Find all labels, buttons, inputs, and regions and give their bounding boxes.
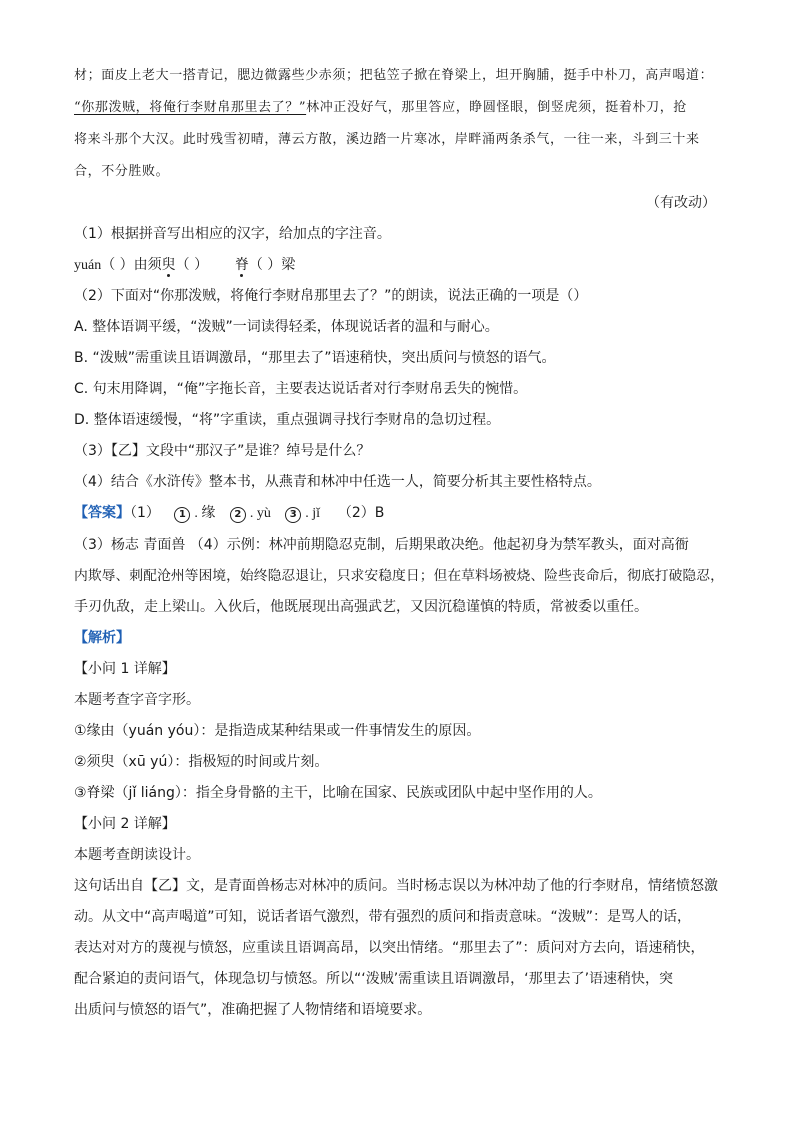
source-note: （有改动） <box>646 195 716 211</box>
passage-line-3: 将来斗那个大汉。此时残雪初晴，薄云方散，溪边踏一片寒冰，岸畔涌两条杀气，一往一来，斗到三十来 <box>74 132 700 147</box>
sub1-intro: 本题考查字音字形。 <box>74 692 200 708</box>
sub2-line-3: 表达对对方的蔑视与愤怒，应重读且语调高昂，以突出情绪。“那里去了”：质问对方去向，语速稍快， <box>74 940 705 956</box>
emphasis-dot <box>240 274 243 277</box>
sub2-intro: 本题考查朗读设计。 <box>74 847 200 863</box>
passage-line-1: 材；面皮上老大一搭青记，腮边微露些少赤须；把毡笠子掀在脊梁上，坦开胸脯，挺手中朴刀，高声喝道： <box>74 68 714 83</box>
passage-quote: “你那泼贼，将俺行李财帛那里去了？” <box>74 100 307 115</box>
question-1: （1）根据拼音写出相应的汉字，给加点的字注音。 <box>74 226 391 242</box>
option-c: C. 句末用降调，“俺”字拖长音，主要表达说话者对行李财帛丢失的惋惜。 <box>74 381 528 397</box>
circle-number-2: 2 <box>230 507 246 523</box>
sub2-line-4: 配合紧迫的责问语气，体现急切与愤怒。所以“‘泼贼’需重读且语调激昂，‘那里去了’语速稍快，突 <box>74 971 674 987</box>
sub2-line-2: 动。从文中“高声喝道”可知，说话者语气激烈，带有强烈的质问和指责意味。“泼贼”：是骂人的话， <box>74 909 692 925</box>
circle-number-3: 3 <box>285 507 301 523</box>
option-a: A. 整体语调平缓，“泼贼”一词读得轻柔，体现说话者的温和与耐心。 <box>74 319 499 335</box>
sub1-item-3: ③脊梁（jǐ liáng）：指全身骨骼的主干，比喻在国家、民族或团队中起中坚作用的人。 <box>74 785 602 801</box>
sub1-title: 【小问 1 详解】 <box>74 661 176 677</box>
blank-1: （ ）由须 <box>101 257 162 273</box>
answer-line-2: （3）杨志 青面兽 （4）示例：林冲前期隐忍克制，后期果敢决绝。他起初身为禁军教头，面对高衙 <box>74 537 689 553</box>
passage-line-4: 合，不分胜败。 <box>74 164 170 179</box>
answer-line-4: 手刃仇敌，走上梁山。入伙后，他既展现出高强武艺，又因沉稳谨慎的特质，常被委以重任。 <box>74 599 648 615</box>
answer-line-3: 内欺辱、刺配沧州等困境，始终隐忍退让，只求安稳度日；但在草料场被烧、险些丧命后，彻底打破隐忍， <box>74 568 724 584</box>
question-3: （3）【乙】文段中“那汉子”是谁？绰号是什么？ <box>74 443 371 459</box>
option-b: B. “泼贼”需重读且语调激昂，“那里去了”语速稍快，突出质问与愤怒的语气。 <box>74 350 556 366</box>
sub1-item-2: ②须臾（xū yú）：指极短的时间或片刻。 <box>74 754 329 770</box>
answer-line-1 <box>74 503 384 524</box>
pinyin-yuan: yuán <box>74 258 102 273</box>
question-2: （2）下面对“你那泼贼，将俺行李财帛那里去了？”的朗读，说法正确的一项是（） <box>74 288 588 304</box>
passage-line-2 <box>74 98 687 118</box>
blank-2: （ ） <box>175 257 209 273</box>
dotted-char-ji: 脊 <box>235 257 249 273</box>
question-4: （4）结合《水浒传》整本书，从燕青和林冲中任选一人，简要分析其主要性格特点。 <box>74 474 601 490</box>
answer-label: 【答案】 <box>74 505 130 521</box>
option-d: D. 整体语速缓慢，“将”字重读，重点强调寻找行李财帛的急切过程。 <box>74 412 501 428</box>
dotted-char-yu: 臾 <box>162 257 176 273</box>
passage-line-2-rest: 林冲正没好气，那里答应，睁圆怪眼，倒竖虎须，挺着朴刀，抢 <box>306 100 687 115</box>
sub2-line-5: 出质问与愤怒的语气”，准确把握了人物情绪和语境要求。 <box>74 1002 432 1018</box>
answer-q1-prefix: （1） <box>130 505 160 521</box>
analysis-label: 【解析】 <box>74 630 130 646</box>
sub1-item-1: ①缘由（yuán yóu）：是指造成某种结果或一件事情发生的原因。 <box>74 723 481 739</box>
sub2-title: 【小问 2 详解】 <box>74 816 176 832</box>
circle-number-1: 1 <box>174 507 190 523</box>
blank-3: （ ）梁 <box>248 257 296 273</box>
sub2-line-1: 这句话出自【乙】文，是青面兽杨志对林冲的质问。当时杨志误以为林冲劫了他的行李财帛，情绪愤怒激 <box>74 878 718 894</box>
answer-q2: （2）B <box>337 505 385 521</box>
emphasis-dot <box>167 274 170 277</box>
answer-item-3: . jǐ <box>305 506 321 521</box>
answer-item-1: . 缘 <box>194 506 216 521</box>
question-1-items <box>74 255 295 276</box>
answer-item-2: . yù <box>249 506 271 521</box>
